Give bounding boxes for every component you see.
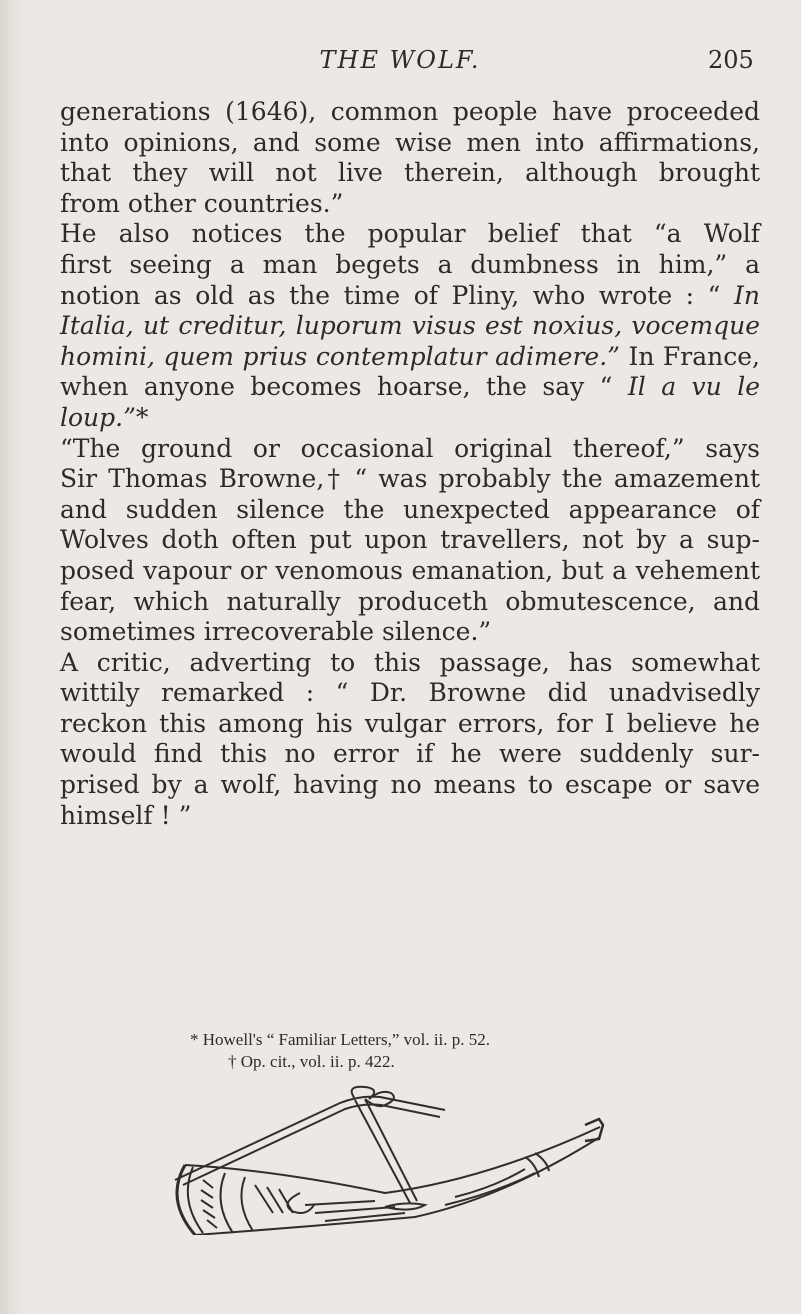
text-segment: In France, xyxy=(628,341,760,371)
text-segment: when anyone becomes hoarse, the say “ xyxy=(60,372,613,402)
body-text xyxy=(60,97,760,831)
text-line: “The ground or occasional original thereof,” says xyxy=(60,433,760,463)
text-line: would find this no error if he were suddenly sur- xyxy=(60,739,760,769)
text-line: first seeing a man begets a dumbness in him,” a xyxy=(60,249,760,279)
text-line xyxy=(60,342,760,373)
text-segment: notion as old as the time of Pliny, who wrote : “ xyxy=(60,280,721,310)
text-line xyxy=(60,281,760,312)
text-line: A critic, adverting to this passage, has somewhat xyxy=(60,647,760,677)
text-line: prised by a wolf, having no means to escape or save xyxy=(60,770,760,800)
hunting-horn-illustration xyxy=(155,1085,605,1235)
page-number: 205 xyxy=(708,46,754,74)
text-line: wittily remarked : “ Dr. Browne did unadvisedly xyxy=(60,678,760,708)
page-header xyxy=(0,46,801,86)
text-line: that they will not live therein, although brought xyxy=(60,158,760,188)
text-line xyxy=(60,372,760,403)
text-line: Wolves doth often put upon travellers, not by a sup- xyxy=(60,525,760,555)
text-line: He also notices the popular belief that “a Wolf xyxy=(60,219,760,249)
text-line: and sudden silence the unexpected appearance of xyxy=(60,494,760,524)
running-title: THE WOLF. xyxy=(319,46,481,74)
text-line: fear, which naturally produceth obmutescence, and xyxy=(60,586,760,616)
italic-phrase: Il a vu le xyxy=(627,372,760,402)
text-line: generations (1646), common people have proceeded xyxy=(60,97,760,126)
text-line: himself ! ” xyxy=(60,800,192,830)
text-line: Sir Thomas Browne,† “ was probably the amazement xyxy=(60,464,760,494)
text-line: into opinions, and some wise men into affirmations, xyxy=(60,127,760,157)
text-line xyxy=(60,403,760,434)
text-line xyxy=(60,311,760,342)
page-edge-shadow xyxy=(0,0,26,1314)
text-line: reckon this among his vulgar errors, for I believe he xyxy=(60,708,760,738)
italic-phrase: Italia, ut creditur, luporum visus est noxius, vocemque xyxy=(60,311,760,341)
italic-phrase: homini, quem prius contemplatur adimere.” xyxy=(60,341,620,371)
italic-phrase: loup.”* xyxy=(60,402,149,432)
text-line: sometimes irrecoverable silence.” xyxy=(60,617,492,647)
footnote-op-cit: † Op. cit., vol. ii. p. 422. xyxy=(228,1052,395,1071)
italic-phrase: In xyxy=(734,280,760,310)
text-line: from other countries.” xyxy=(60,188,344,218)
text-line: posed vapour or venomous emanation, but a vehement xyxy=(60,555,760,585)
footnote-howell: * Howell's “ Familiar Letters,” vol. ii. p. 52. xyxy=(190,1030,491,1049)
